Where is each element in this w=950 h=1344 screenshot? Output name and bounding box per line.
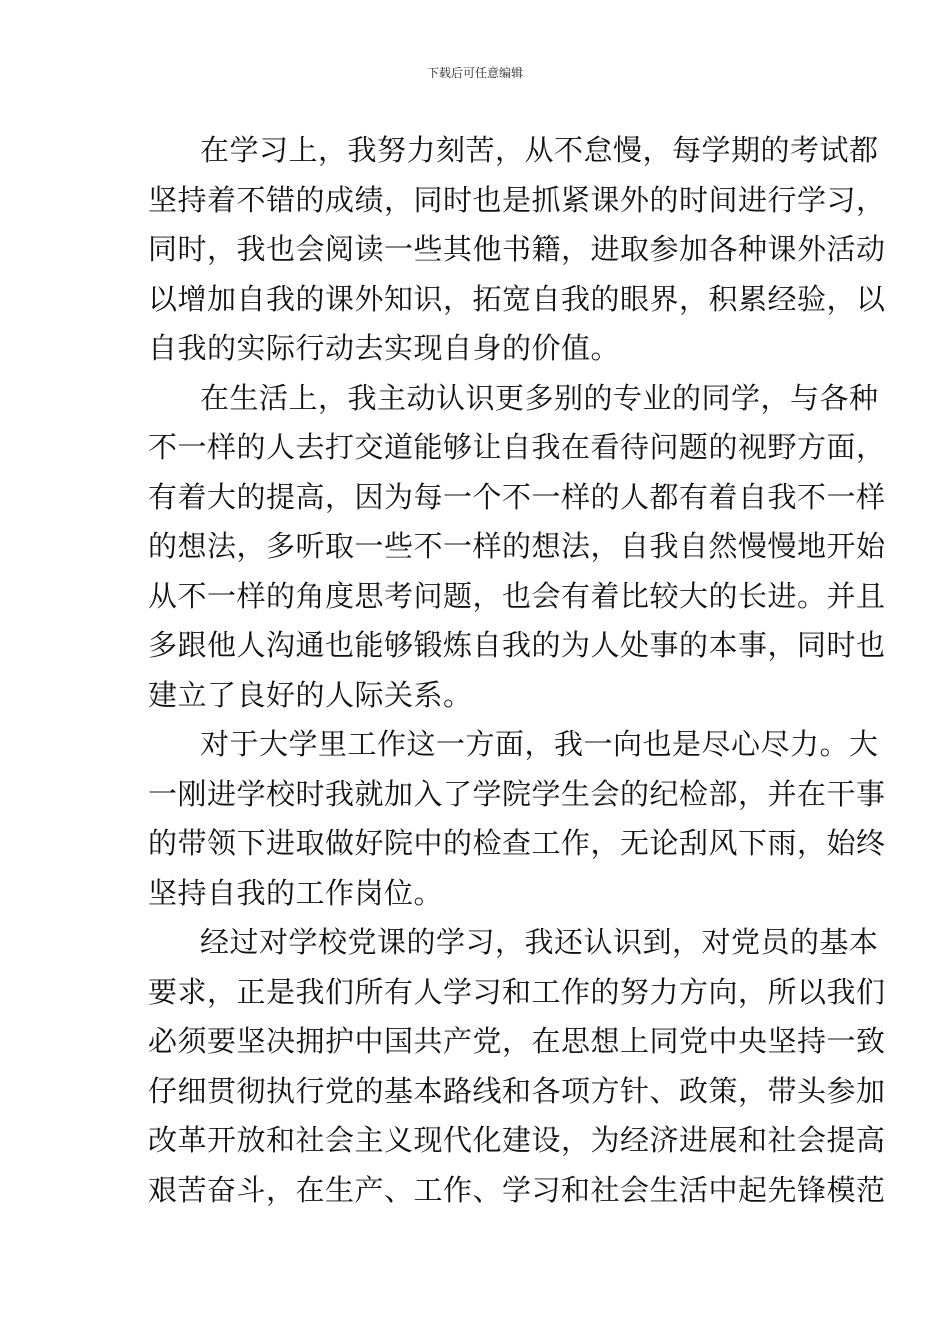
text-line: 的想法，多听取一些不一样的想法，自我自然慢慢地开始 [148, 529, 886, 563]
text-line: 从不一样的角度思考问题，也会有着比较大的长进。并且 [148, 578, 886, 613]
text-line: 自我的实际行动去实现自身的价值。 [148, 331, 621, 365]
text-line: 同时，我也会阅读一些其他书籍，进取参加各种课外活动 [148, 232, 886, 266]
text-line: 在生活上，我主动认识更多别的专业的同学，与各种 [200, 380, 879, 415]
text-line: 在学习上，我努力刻苦，从不怠慢，每学期的考试都 [200, 133, 879, 167]
paragraph-study [148, 126, 886, 374]
text-line: 多跟他人沟通也能够锻炼自我的为人处事的本事，同时也 [148, 628, 886, 662]
paragraph-work [148, 720, 886, 918]
text-line: 建立了良好的人际关系。 [148, 677, 473, 712]
text-line: 经过对学校党课的学习，我还认识到，对党员的基本 [200, 925, 879, 959]
text-line: 一刚进学校时我就加入了学院学生会的纪检部，并在干事 [148, 776, 886, 811]
text-line: 坚持着不错的成绩，同时也是抓紧课外的时间进行学习， [148, 182, 886, 217]
text-line: 改革开放和社会主义现代化建设，为经济进展和社会提高 [148, 1123, 886, 1157]
text-line: 有着大的提高，因为每一个不一样的人都有着自我不一样 [148, 479, 886, 514]
text-line: 坚持自我的工作岗位。 [148, 875, 444, 910]
text-line: 对于大学里工作这一方面，我一向也是尽心尽力。大 [200, 727, 879, 761]
text-line: 仔细贯彻执行党的基本路线和各项方针、政策，带头参加 [148, 1073, 886, 1108]
text-line: 不一样的人去打交道能够让自我在看待问题的视野方面， [148, 430, 886, 464]
paragraph-party [148, 918, 886, 1215]
text-line: 以增加自我的课外知识，拓宽自我的眼界，积累经验，以 [148, 281, 886, 316]
text-line: 必须要坚决拥护中国共产党，在思想上同党中央坚持一致 [148, 1024, 886, 1058]
page-header: 下载后可任意编辑 [426, 66, 523, 80]
text-line: 的带领下进取做好院中的检查工作，无论刮风下雨，始终 [148, 826, 886, 860]
paragraph-life [148, 374, 886, 721]
document-body [148, 126, 886, 1215]
text-line: 艰苦奋斗，在生产、工作、学习和社会生活中起先锋模范 [148, 1172, 886, 1207]
text-line: 要求，正是我们所有人学习和工作的努力方向，所以我们 [148, 974, 886, 1009]
